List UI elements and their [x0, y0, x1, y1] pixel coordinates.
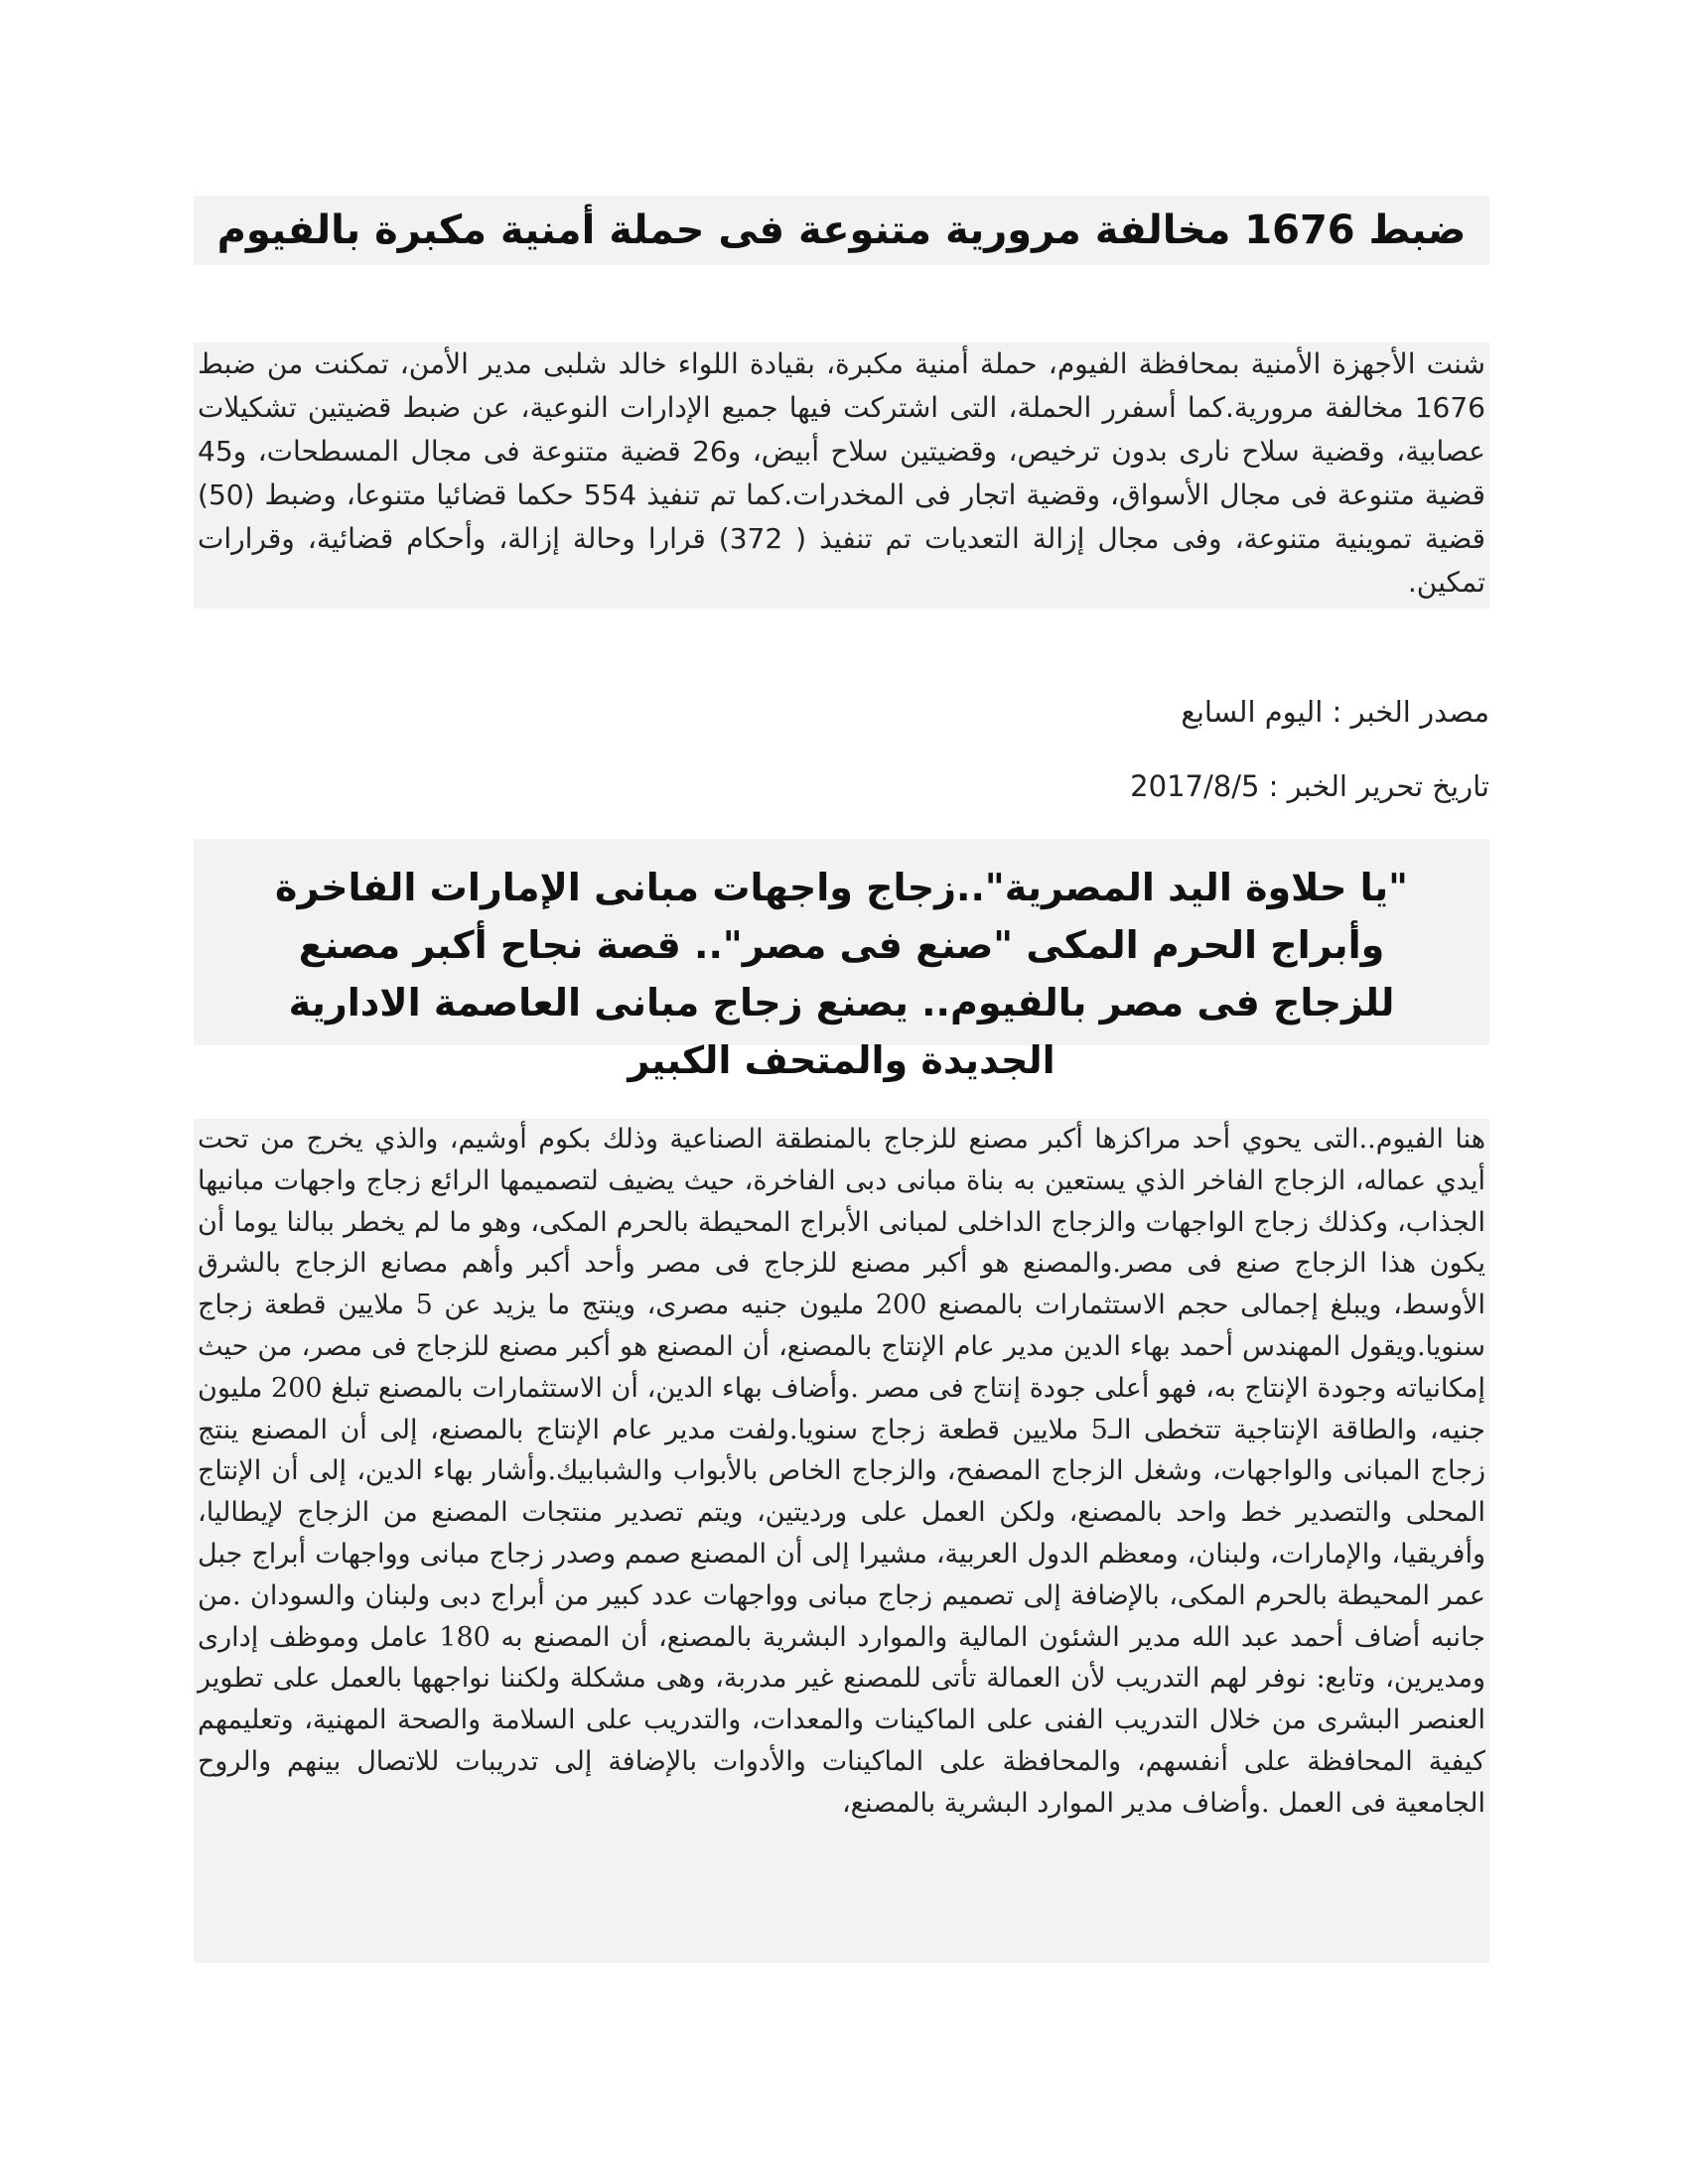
article-1-headline: ضبط 1676 مخالفة مرورية متنوعة فى حملة أمنية مكبرة بالفيوم [194, 196, 1489, 265]
article-2-body: هنا الفيوم..التى يحوي أحد مراكزها أكبر مصنع للزجاج بالمنطقة الصناعية وذلك بكوم أوشيم، والذي يخرج من تحت أيدي عماله، الزجاج الفاخر الذي يستعين به بناة مبانى دبى الفاخرة، حيث يضيف لتصميمها الرائع زجاج واجهات مبانيها الجذاب، وكذلك زجاج الواجهات والزجاج الداخلى لمبانى الأبراج المحيطة بالحرم المكى، وهو ما لم يخطر ببالنا يوما أن يكون هذا الزجاج صنع فى مصر.والمصنع هو أكبر مصنع للزجاج فى مصر وأحد أكبر وأهم مصانع الزجاج بالشرق الأوسط، ويبلغ إجمالى حجم الاستثمارات بالمصنع 200 مليون جنيه مصرى، وينتج ما يزيد عن 5 ملايين قطعة زجاج سنويا.ويقول المهندس أحمد بهاء الدين مدير عام الإنتاج بالمصنع، أن المصنع هو أكبر مصنع للزجاج فى مصر، من حيث إمكانياته وجودة الإنتاج به، فهو أعلى جودة إنتاج فى مصر .وأضاف بهاء الدين، أن الاستثمارات بالمصنع تبلغ 200 مليون جنيه، والطاقة الإنتاجية تتخطى الـ5 ملايين قطعة زجاج سنويا.ولفت مدير عام الإنتاج بالمصنع، إلى أن المصنع ينتج زجاج المبانى والواجهات، وشغل الزجاج المصفح، والزجاج الخاص بالأبواب والشبابيك.وأشار بهاء الدين، إلى أن الإنتاج المحلى والتصدير خط واحد بالمصنع، ولكن العمل على ورديتين، ويتم تصدير منتجات المصنع من الزجاج لإيطاليا، وأفريقيا، والإمارات، ولبنان، ومعظم الدول العربية، مشيرا إلى أن المصنع صمم وصدر زجاج مبانى وواجهات أبراج جبل عمر المحيطة بالحرم المكى، بالإضافة إلى تصميم زجاج مبانى وواجهات عدد كبير من أبراج دبى ولبنان والسودان .من جانبه أضاف أحمد عبد الله مدير الشئون المالية والموارد البشرية بالمصنع، أن المصنع به 180 عامل وموظف إدارى ومديرين، وتابع: نوفر لهم التدريب لأن العمالة تأتى للمصنع غير مدربة، وهى مشكلة ولكننا نواجهها بالعمل على تطوير العنصر البشرى من خلال التدريب الفنى على الماكينات والمعدات، والتدريب على السلامة والصحة المهنية، وتعليمهم كيفية المحافظة على أنفسهم، والمحافظة على الماكينات والأدوات بالإضافة إلى تدريبات للاتصال بينهم والروح الجامعية فى العمل .وأضاف مدير الموارد البشرية بالمصنع، [194, 1119, 1489, 1963]
article-2-headline: "يا حلاوة اليد المصرية"..زجاج واجهات مبانى الإمارات الفاخرة وأبراج الحرم المكى "صنع فى مصر".. قصة نجاح أكبر مصنع للزجاج فى مصر بالفيوم.. يصنع زجاج مبانى العاصمة الادارية الجديدة والمتحف الكبير [194, 839, 1489, 1045]
article-1-source: مصدر الخبر : اليوم السابع [1181, 695, 1489, 729]
document-page [194, 0, 1489, 2184]
article-1-body: شنت الأجهزة الأمنية بمحافظة الفيوم، حملة أمنية مكبرة، بقيادة اللواء خالد شلبى مدير الأمن، تمكنت من ضبط 1676 مخالفة مرورية.كما أسفرر الحملة، التى اشتركت فيها جميع الإدارات النوعية، عن ضبط قضيتين تشكيلات عصابية، وقضية سلاح نارى بدون ترخيص، وقضيتين سلاح أبيض، و26 قضية متنوعة فى مجال المسطحات، و45 قضية متنوعة فى مجال الأسواق، وقضية اتجار فى المخدرات.كما تم تنفيذ 554 حكما قضائيا متنوعا، وضبط (50) قضية تموينية متنوعة، وفى مجال إزالة التعديات تم تنفيذ ( 372) قرارا وحالة إزالة، وأحكام قضائية، وقرارات تمكين. [194, 342, 1489, 609]
article-1-date: تاريخ تحرير الخبر : 2017/8/5 [1130, 769, 1489, 803]
